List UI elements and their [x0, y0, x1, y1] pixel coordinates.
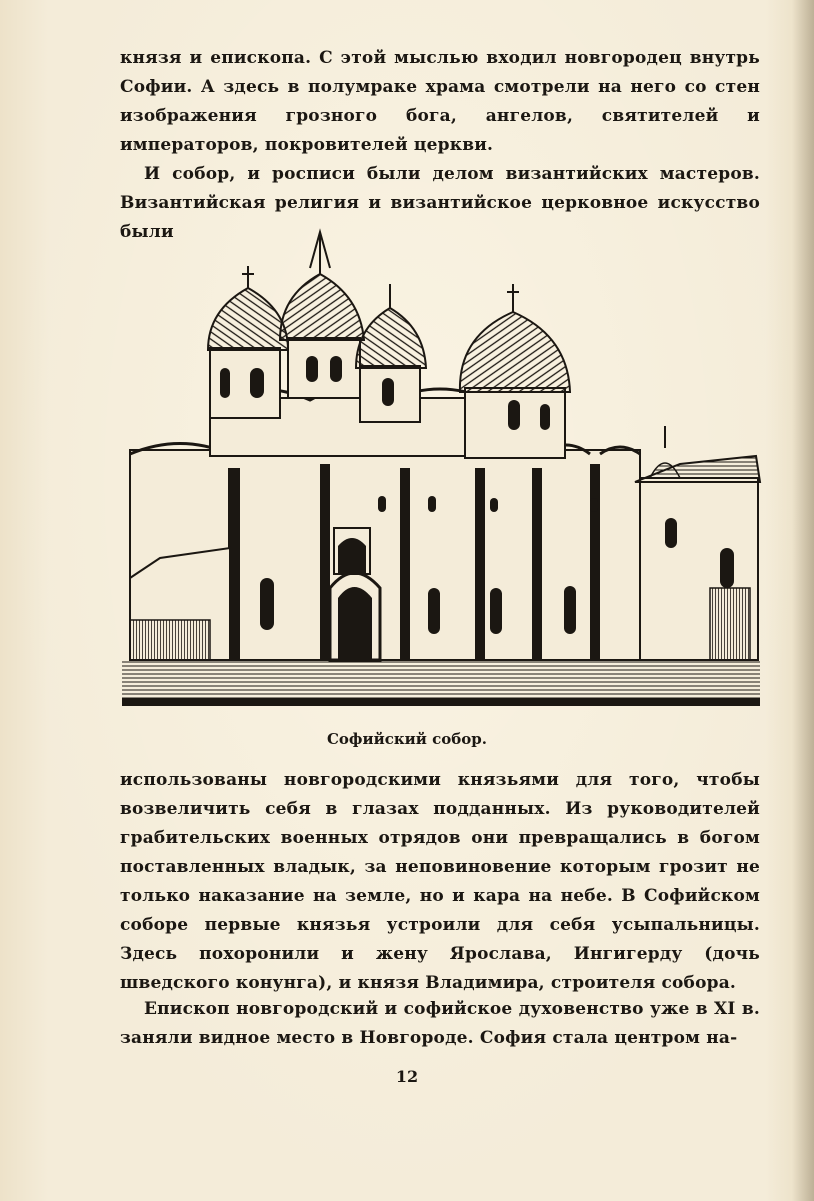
- cathedral-illustration: [120, 228, 762, 712]
- paragraph-4: Епископ новгородский и софийское духовенство уже в XI в. заняли видное место в Новгороде. София стала центром на-: [120, 999, 760, 1048]
- page-number: 12: [395, 1067, 419, 1086]
- page-edge-shadow: [792, 0, 814, 1201]
- paragraph-3: использованы новгородскими князьями для того, чтобы возвеличить себя в глазах подданных. Из руководителей грабительских военных отрядов они превращались в богом поставленных владык, за неповиновение которым грозит не только наказание на земле, но и кара на небе. В Софийском соборе первые князья устроили для себя усыпальницы. Здесь похоронили и жену Ярослава, Ингигерду (дочь шведского конунга), и князя Владимира, строителя собора.: [120, 770, 760, 993]
- paragraph-2: И собор, и росписи были делом византийских мастеров. Византийская религия и византийское церковное искусство были: [120, 164, 760, 242]
- figure-caption: Софийский собор.: [326, 730, 488, 748]
- paragraph-1: князя и епископа. С этой мыслью входил новгородец внутрь Софии. А здесь в полумраке храма смотрели на него со стен изображения грозного бога, ангелов, святителей и императоров, покровителей церкви.: [120, 48, 760, 155]
